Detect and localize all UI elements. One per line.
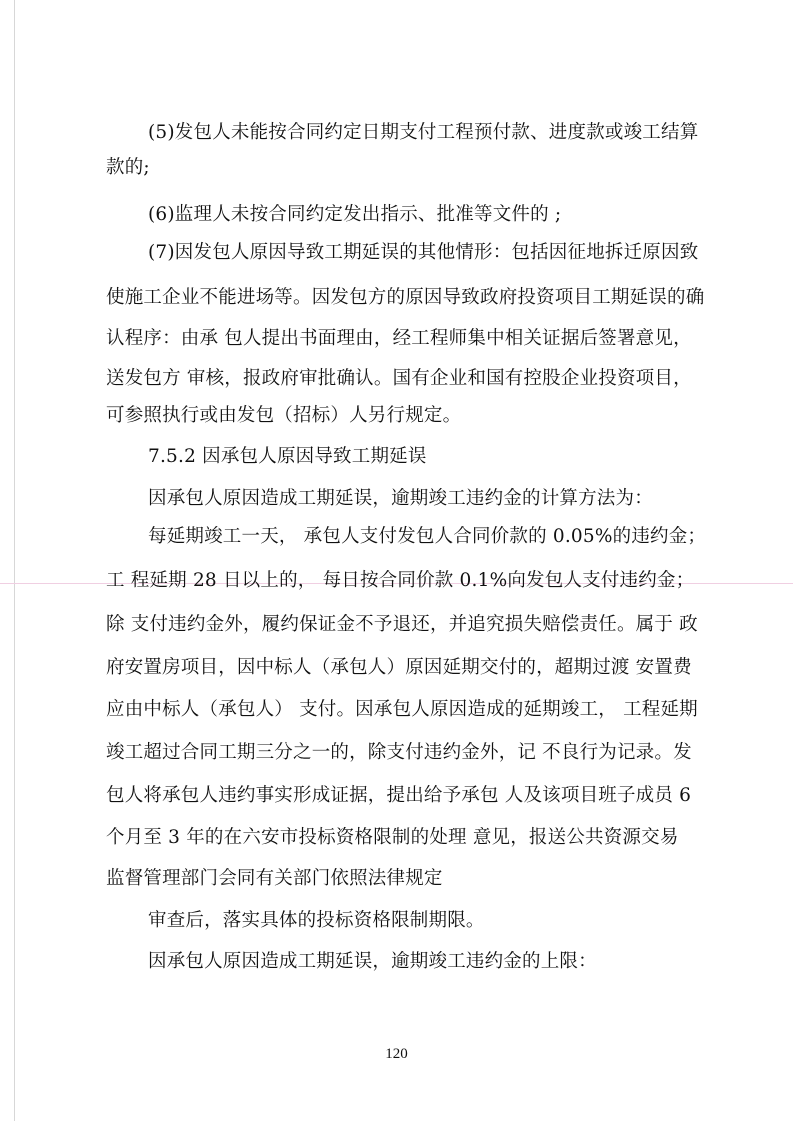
- text-line: 工 程延期 28 日以上的， 每日按合同价款 0.1%向发包人支付违约金；: [106, 570, 695, 591]
- section-heading: 7.5.2 因承包人原因导致工期延误: [148, 446, 427, 467]
- page-number: 120: [385, 1046, 408, 1062]
- text-line: 应由中标人（承包人） 支付。因承包人原因造成的延期竣工， 工程延期: [106, 699, 698, 720]
- text-line: 包人将承包人违约事实形成证据，提出给予承包 人及该项目班子成员 6: [106, 785, 692, 806]
- text-line: 竣工超过合同工期三分之一的，除支付违约金外，记 不良行为记录。发: [106, 742, 692, 763]
- binding-margin-line: [14, 0, 15, 1121]
- text-line: 因承包人原因造成工期延误，逾期竣工违约金的上限：: [148, 951, 597, 972]
- text-line: 每延期竣工一天， 承包人支付发包人合同价款的 0.05%的违约金；: [148, 526, 707, 547]
- text-line: 个月至 3 年的在六安市投标资格限制的处理 意见，报送公共资源交易: [106, 827, 679, 848]
- text-line: 除 支付违约金外，履约保证金不予退还，并追究损失赔偿责任。属于 政: [106, 614, 698, 635]
- text-line: 府安置房项目，因中标人（承包人）原因延期交付的，超期过渡 安置费: [106, 657, 692, 678]
- text-line: 可参照执行或由发包（招标）人另行规定。: [106, 405, 462, 426]
- text-line: 审查后，落实具体的投标资格限制期限。: [148, 910, 485, 931]
- text-line: 因承包人原因造成工期延误，逾期竣工违约金的计算方法为：: [148, 488, 653, 509]
- text-line: 使施工企业不能进场等。因发包方的原因导致政府投资项目工期延误的确: [106, 287, 705, 308]
- text-line: 监督管理部门会同有关部门依照法律规定: [106, 868, 443, 889]
- text-line: (7)因发包人原因导致工期延误的其他情形：包括因征地拆迁原因致: [148, 242, 699, 263]
- text-line: 款的;: [106, 157, 150, 178]
- text-line: 送发包方 审核，报政府审批确认。国有企业和国有控股企业投资项目，: [106, 368, 692, 389]
- text-line: 认程序：由承 包人提出书面理由，经工程师集中相关证据后签署意见，: [106, 328, 692, 349]
- text-line: (6)监理人未按合同约定发出指示、批准等文件的 ;: [148, 204, 562, 225]
- text-line: (5)发包人未能按合同约定日期支付工程预付款、进度款或竣工结算: [148, 122, 699, 143]
